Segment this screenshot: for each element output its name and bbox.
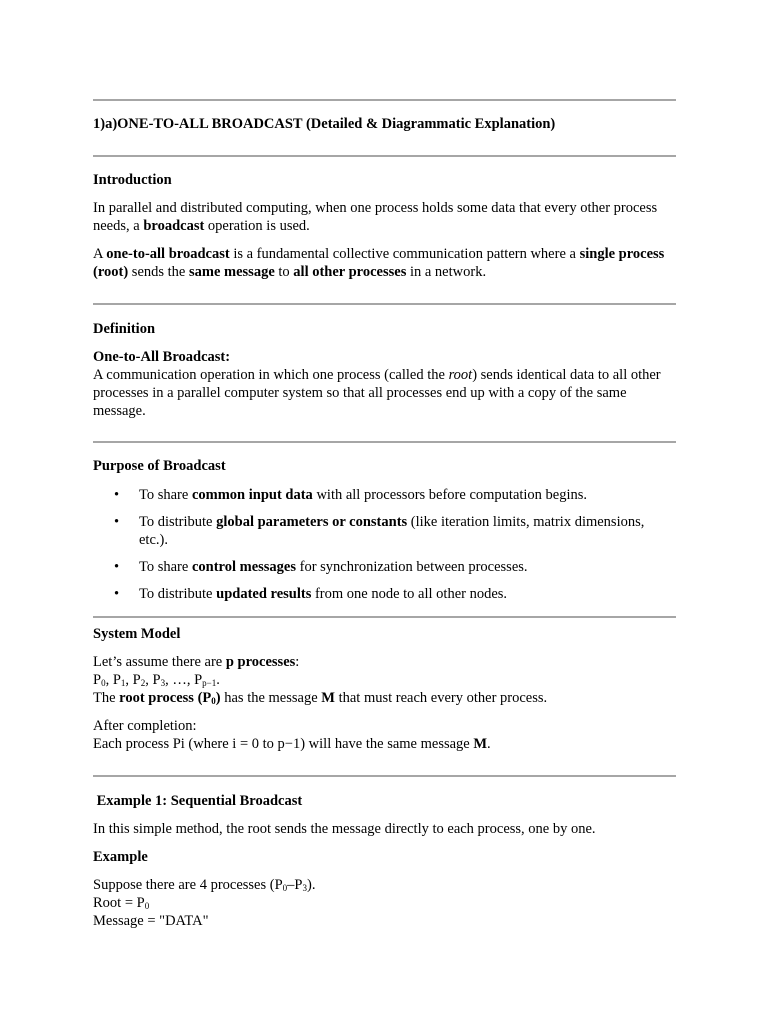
- introduction-paragraph-2: A one-to-all broadcast is a fundamental collective communication pattern where a single process (root) sends the same message to all other processes in a network.: [93, 246, 665, 280]
- system-model-heading: System Model: [93, 626, 181, 642]
- definition-heading: Definition: [93, 321, 156, 337]
- list-item: • To share control messages for synchronization between processes.: [93, 558, 676, 576]
- divider: [93, 303, 676, 305]
- example-1-paragraph: In this simple method, the root sends the message directly to each process, one by one.: [93, 821, 596, 837]
- divider: [93, 616, 676, 618]
- example-1-heading: Example 1: Sequential Broadcast: [93, 793, 303, 809]
- process-list: $P_0$, $P_1$, $P_2$, $P_3$, …, $P_{p-1}$.: [93, 672, 220, 688]
- introduction-paragraph-1: In parallel and distributed computing, when one process holds some data that every other process needs, a broadcast operation is used.: [93, 200, 658, 234]
- definition-paragraph: One-to-All Broadcast: A communication operation in which one process (called the root) sends identical data to all other processes in a parallel computer system so that all processes end up with a copy of the same message.: [93, 349, 661, 419]
- list-item: • To share common input data with all processors before computation begins.: [93, 486, 676, 504]
- list-item: • To distribute updated results from one node to all other nodes.: [93, 585, 676, 603]
- example-subheading: Example: [93, 849, 148, 865]
- purpose-list: [93, 486, 676, 603]
- definition-term: One-to-All Broadcast:: [93, 349, 231, 365]
- purpose-heading: Purpose of Broadcast: [93, 458, 226, 474]
- divider: [93, 155, 676, 157]
- document-title: 1)a)ONE-TO-ALL BROADCAST (Detailed & Diagrammatic Explanation): [93, 116, 556, 132]
- divider: [93, 99, 676, 101]
- system-model-paragraph: Let’s assume there are p processes: $P_0$, $P_1$, $P_2$, $P_3$, …, $P_{p-1}$. The root process $(P_0)$ has the message M that must reach every other process.: [93, 654, 548, 706]
- divider: [93, 441, 676, 443]
- document-content: [93, 99, 676, 930]
- divider: [93, 775, 676, 777]
- completion-paragraph: After completion: Each process Pi (where i = 0 to p−1) will have the same message M.: [93, 718, 491, 752]
- example-details: Suppose there are 4 processes $(P_0-P_3)$. Root = $P_0$ Message = "DATA": [93, 877, 316, 929]
- introduction-heading: Introduction: [93, 172, 172, 188]
- list-item: • To distribute global parameters or constants (like iteration limits, matrix dimensions, etc.).: [93, 513, 676, 549]
